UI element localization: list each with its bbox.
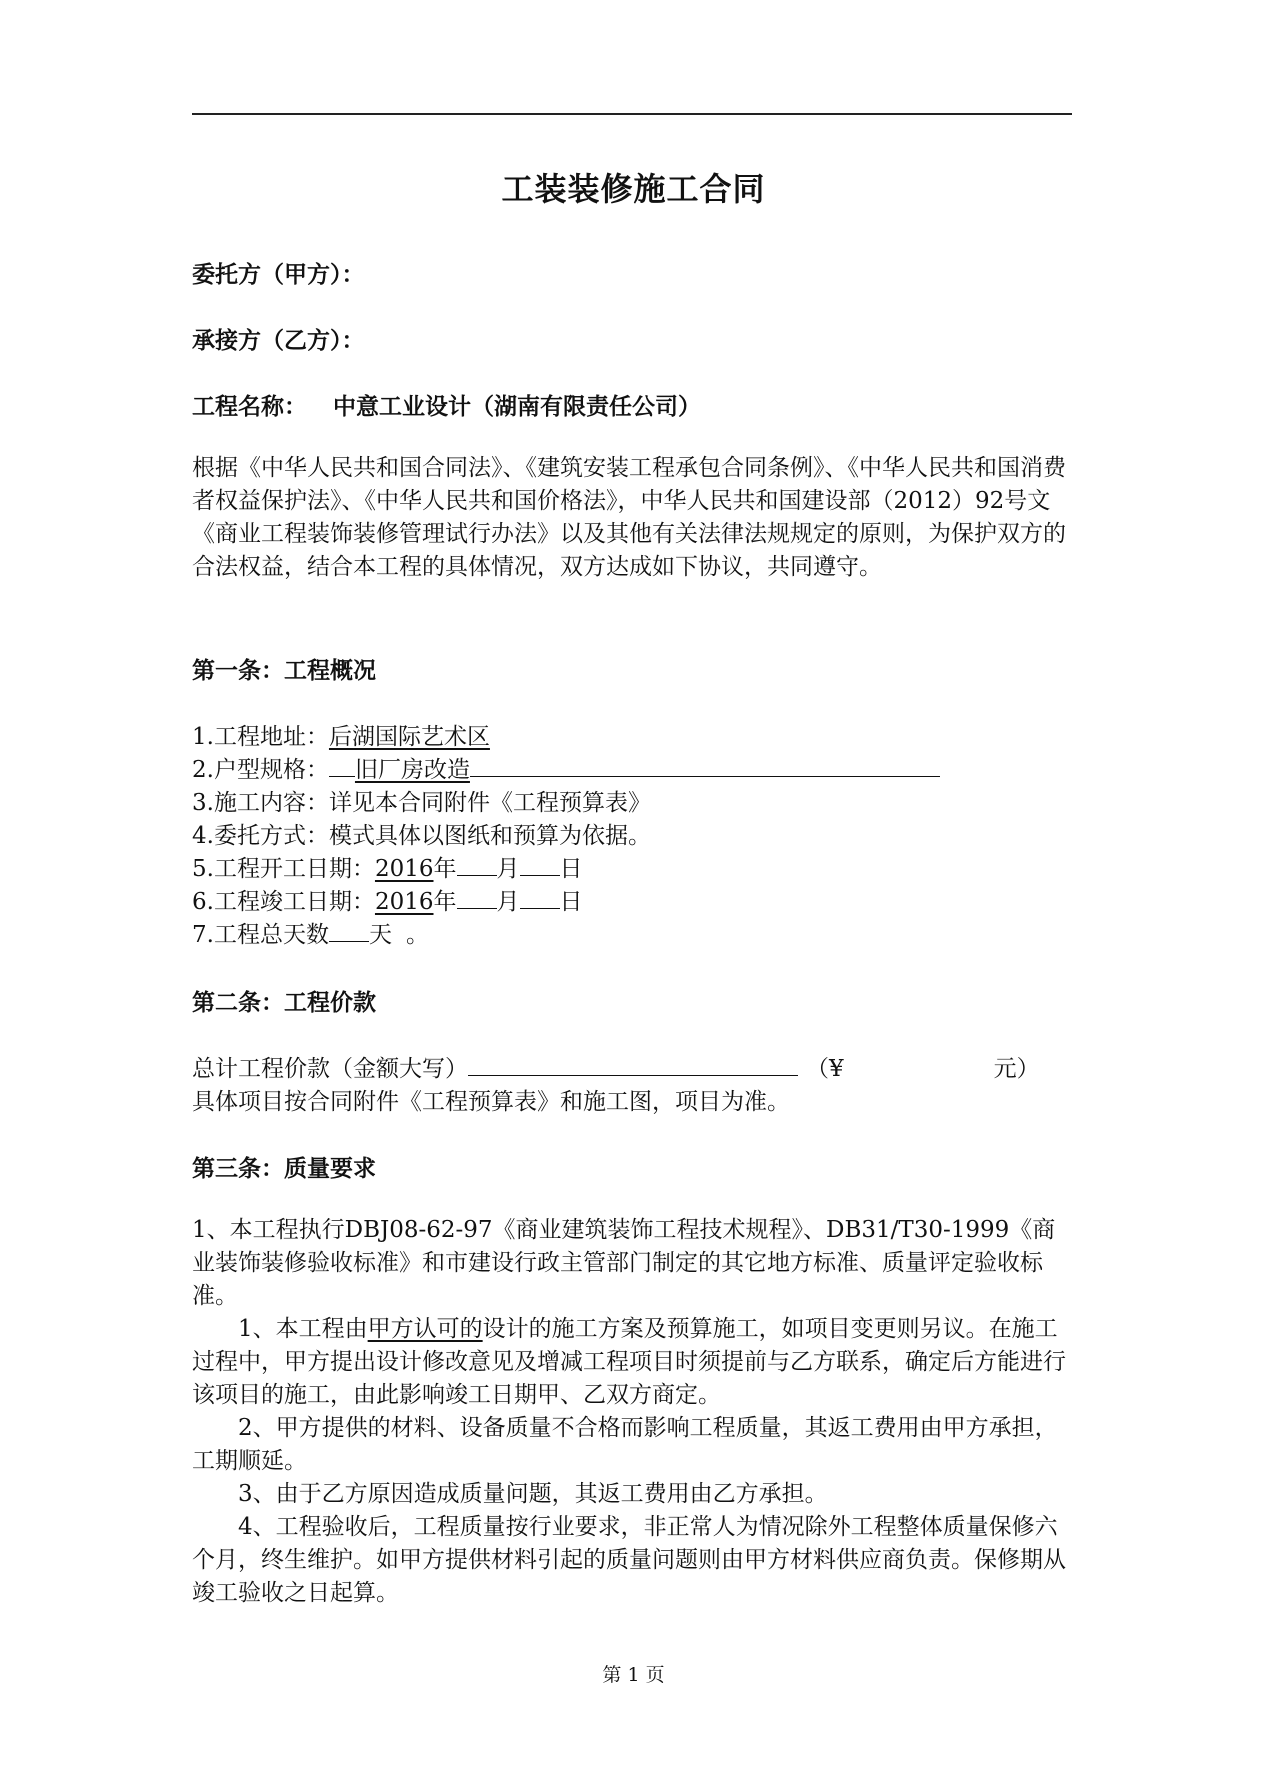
end-date-label: 6.工程竣工日期：	[192, 889, 375, 915]
currency-close: 元）	[993, 1056, 1040, 1082]
quality-clause-4: 4、工程验收后，工程质量按行业要求，非正常人为情况除外工程整体质量保修六个月，终生维护。如甲方提供材料引起的质量问题则由甲方材料供应商负责。保修期从竣工验收之日起算。	[192, 1514, 1066, 1606]
start-year-value: 2016	[374, 856, 434, 882]
start-year-unit: 年	[433, 856, 457, 882]
article-1-heading: 第一条：工程概况	[192, 658, 376, 684]
end-month-blank	[457, 886, 497, 909]
address-row	[192, 718, 490, 751]
quality-standard-paragraph: 1、本工程执行DBJ08-62-97《商业建筑装饰工程技术规程》、DB31/T30-1999《商业装饰装修验收标准》和市建设行政主管部门制定的其它地方标准、质量评定验收标准。	[192, 1217, 1056, 1309]
start-date-row	[192, 850, 583, 883]
content-value: 详见本合同附件《工程预算表》	[328, 790, 651, 816]
quality-clause-2: 2、甲方提供的材料、设备质量不合格而影响工程质量，其返工费用由甲方承担，工期顺延。	[192, 1415, 1058, 1474]
total-price-label: 总计工程价款（金额大写）	[192, 1056, 468, 1082]
article-2-heading: 第二条：工程价款	[192, 990, 376, 1016]
total-days-label: 7.工程总天数	[192, 922, 329, 948]
quality-clause-1	[192, 1313, 1072, 1412]
header-rule	[192, 113, 1072, 115]
project-name-row	[192, 388, 701, 421]
spec-blank-trailing	[470, 754, 940, 777]
mode-label: 4.委托方式：	[192, 823, 329, 849]
end-date-row	[192, 883, 583, 916]
page-number: 第 1 页	[602, 1664, 665, 1686]
project-name-value: 中意工业设计（湖南有限责任公司）	[333, 394, 701, 420]
total-days-blank	[329, 919, 369, 942]
quality-clause-1-start: 1、本工程由	[238, 1316, 368, 1342]
total-price-blank	[468, 1053, 798, 1076]
end-day-blank	[520, 886, 560, 909]
quality-clause-3: 3、由于乙方原因造成质量问题，其返工费用由乙方承担。	[238, 1481, 828, 1507]
page-title: 工装装修施工合同	[501, 170, 766, 208]
start-month-blank	[457, 853, 497, 876]
total-days-unit: 天	[368, 922, 392, 948]
currency-open: （¥	[806, 1056, 844, 1082]
article-3-heading: 第三条：质量要求	[192, 1156, 376, 1182]
total-days-row	[192, 916, 429, 949]
spec-value: 旧厂房改造	[354, 757, 470, 783]
party-a-label: 委托方（甲方）：	[192, 262, 365, 288]
price-detail-row: 具体项目按合同附件《工程预算表》和施工图，项目为准。	[192, 1089, 790, 1115]
start-date-label: 5.工程开工日期：	[192, 856, 375, 882]
preamble-paragraph: 根据《中华人民共和国合同法》、《建筑安装工程承包合同条例》、《中华人民共和国消费者权益保护法》、《中华人民共和国价格法》，中华人民共和国建设部（2012）92号文《商业工程装饰装修管理试行办法》以及其他有关法律法规规定的原则，为保护双方的合法权益，结合本工程的具体情况，双方达成如下协议，共同遵守。	[192, 455, 1066, 580]
spec-row	[192, 751, 940, 784]
spec-blank-leading	[329, 754, 355, 777]
start-month-unit: 月	[496, 856, 520, 882]
start-day-unit: 日	[559, 856, 583, 882]
total-price-row	[192, 1050, 1040, 1083]
mode-row	[192, 817, 651, 850]
end-month-unit: 月	[496, 889, 520, 915]
mode-value: 模式具体以图纸和预算为依据。	[328, 823, 651, 849]
address-value: 后湖国际艺术区	[328, 724, 490, 750]
quality-clause-1-rest: 设计的施工方案及预算施工，如项目变更则另议。在施工过程中，甲方提出设计修改意见及增减工程项目时须提前与乙方联系，确定后方能进行该项目的施工，由此影响竣工日期甲、乙双方商定。	[192, 1316, 1066, 1408]
end-day-unit: 日	[559, 889, 583, 915]
quality-clause-1-underlined: 甲方认可的	[367, 1316, 483, 1342]
end-year-unit: 年	[433, 889, 457, 915]
total-days-end: 。	[405, 922, 429, 948]
address-label: 1.工程地址：	[192, 724, 329, 750]
project-name-label: 工程名称：	[192, 394, 307, 420]
start-day-blank	[520, 853, 560, 876]
content-label: 3.施工内容：	[192, 790, 329, 816]
content-row	[192, 784, 651, 817]
spec-label: 2.户型规格：	[192, 757, 329, 783]
end-year-value: 2016	[374, 889, 434, 915]
party-b-label: 承接方（乙方）：	[192, 328, 365, 354]
